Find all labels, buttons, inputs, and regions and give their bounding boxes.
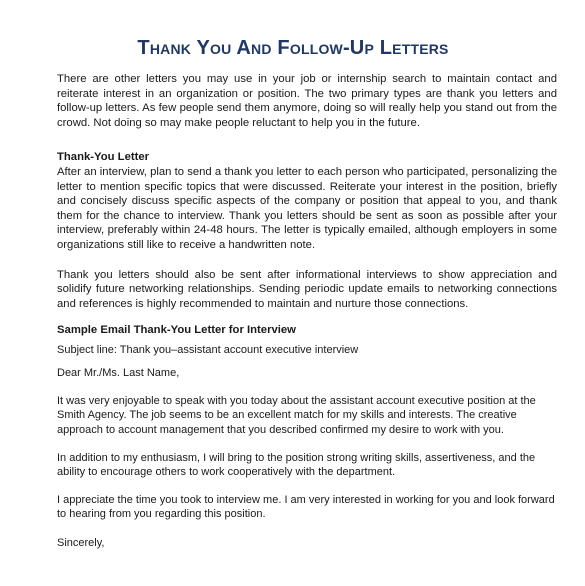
page-title: Thank You And Follow-Up Letters <box>137 37 449 59</box>
document-page <box>0 36 585 586</box>
salutation: Dear Mr./Ms. Last Name, <box>57 367 180 380</box>
thank-you-paragraph-1: After an interview, plan to send a thank you letter to each person who participated, personalizing the letter to mention specific topics that were discussed. Reiterate your interest in the position, briefly and concisely discuss specific aspects of the company or position that appeal to you, and thank them for the chance to interview. Thank you letters should be sent as soon as possible after your interview, preferably within 24-48 hours. The letter is typically emailed, although employers in some organizations still like to receive a handwritten note. <box>57 165 557 251</box>
email-body-paragraph-1: It was very enjoyable to speak with you today about the assistant account executive position at the Smith Agency. The job seems to be an excellent match for my skills and interests. The creative approach to account management that you described confirmed my desire to work with you. <box>57 394 536 436</box>
thank-you-paragraph-2: Thank you letters should also be sent after informational interviews to show appreciation and solidify future networking relationships. Sending periodic update emails to networking connections and references is highly recommended to maintain and nurture those connections. <box>57 268 557 310</box>
closing: Sincerely, <box>57 536 105 549</box>
intro-paragraph: There are other letters you may use in your job or internship search to maintain contact and reiterate interest in an organization or position. The two primary types are thank you letters and follow-up letters. As few people send them anymore, doing so will really help you stand out from the crowd. Not doing so may make people reluctant to help you in the future. <box>57 73 557 129</box>
email-body-paragraph-3: I appreciate the time you took to interview me. I am very interested in working for you and look forward to hearing from you regarding this position. <box>57 493 555 521</box>
email-body-paragraph-2: In addition to my enthusiasm, I will bring to the position strong writing skills, assertiveness, and the ability to encourage others to work cooperatively with the department. <box>57 451 536 479</box>
thank-you-heading: Thank-You Letter <box>57 151 150 164</box>
subject-line: Subject line: Thank you–assistant account executive interview <box>57 343 359 356</box>
sample-email-heading: Sample Email Thank-You Letter for Interview <box>57 324 296 337</box>
